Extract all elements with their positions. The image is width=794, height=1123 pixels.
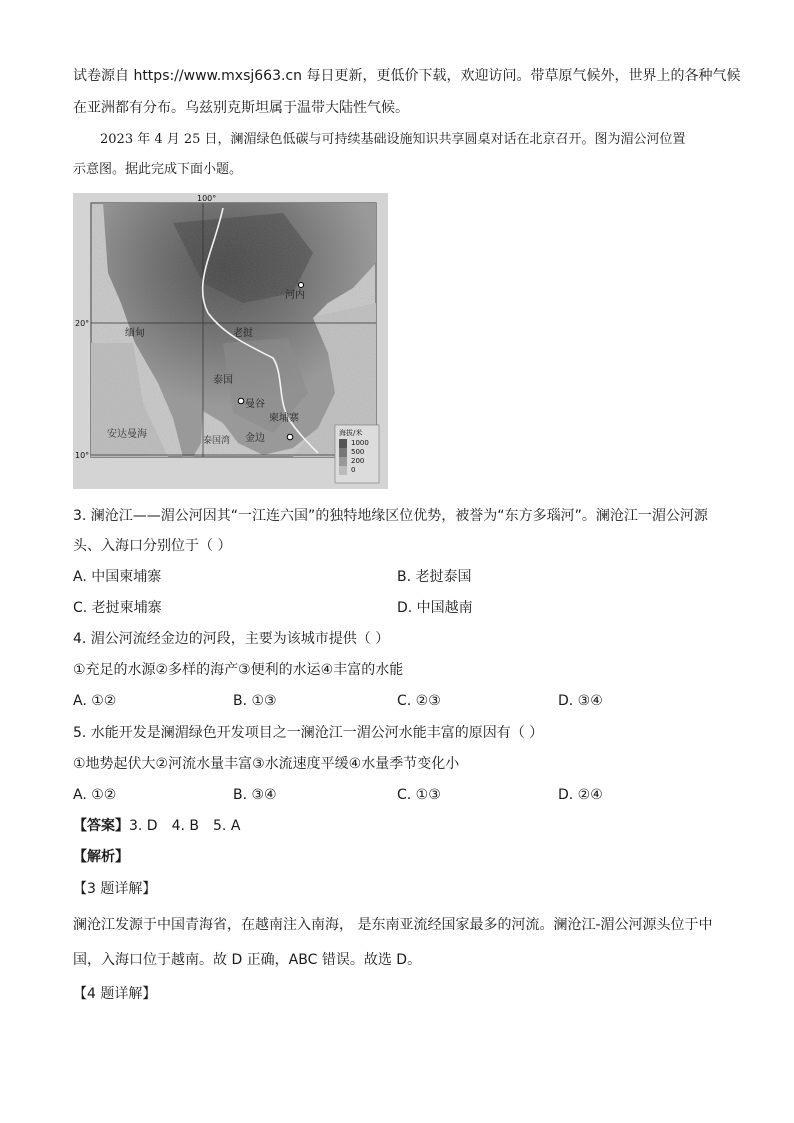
q4-option-d[interactable]: D. ③④ bbox=[558, 693, 603, 709]
elevation-legend bbox=[335, 425, 379, 483]
label-cambodia: 柬埔寨 bbox=[269, 413, 299, 424]
answer-3: 3. D bbox=[129, 818, 158, 834]
label-20: 20° bbox=[75, 319, 90, 328]
label-bangkok: 曼谷 bbox=[245, 399, 265, 410]
intro-line-2: 在亚洲都有分布。乌兹别克斯坦属于温带大陆性气候。 bbox=[73, 100, 409, 116]
answer-line bbox=[73, 816, 254, 836]
q5-items: ①地势起伏大②河流水量丰富③水流速度平缓④水量季节变化小 bbox=[73, 756, 460, 772]
label-thailand: 泰国 bbox=[213, 375, 233, 386]
label-laos: 老挝 bbox=[233, 328, 253, 339]
q3-option-d[interactable]: D. 中国越南 bbox=[397, 600, 473, 616]
label-gulf-of-thailand: 泰国湾 bbox=[203, 436, 231, 446]
q3-detail-para-2: 国，入海口位于越南。故 D 正确，ABC 错误。故选 D。 bbox=[73, 952, 422, 968]
city-bangkok-dot bbox=[238, 398, 244, 404]
legend-swatch-200 bbox=[339, 457, 347, 466]
q4-items: ①充足的水源②多样的海产③便利的水运④丰富的水能 bbox=[73, 662, 404, 678]
legend-swatch-500 bbox=[339, 448, 347, 457]
city-phnom-penh-dot bbox=[287, 434, 293, 440]
legend-200: 200 bbox=[351, 457, 365, 465]
mekong-location-map bbox=[73, 193, 388, 489]
legend-0: 0 bbox=[351, 466, 356, 474]
q3-stem-1: 3. 澜沧江——湄公河因其“一江连六国”的独特地缘区位优势，被誉为“东方多瑙河”。澜沧江一湄公河源 bbox=[73, 508, 708, 524]
legend-1000: 1000 bbox=[351, 439, 369, 447]
q5-option-a[interactable]: A. ①② bbox=[73, 787, 117, 803]
intro-line-1: 试卷源自 https://www.mxsj663.cn 每日更新，更低价下载，欢迎访问。带草原气候外，世界上的各种气候 bbox=[73, 68, 741, 84]
q5-option-d[interactable]: D. ②④ bbox=[558, 787, 603, 803]
q4-option-a[interactable]: A. ①② bbox=[73, 693, 117, 709]
answer-4: 4. B bbox=[171, 818, 200, 834]
legend-swatch-0 bbox=[339, 466, 347, 475]
passage-line-1: 2023 年 4 月 25 日，澜湄绿色低碳与可持续基础设施知识共享圆桌对话在北京召开。图为湄公河位置 bbox=[100, 132, 686, 147]
analysis-label: 【解析】 bbox=[73, 849, 129, 865]
q4-option-b[interactable]: B. ①③ bbox=[233, 693, 277, 709]
label-myanmar: 缅甸 bbox=[125, 328, 145, 339]
q4-option-c[interactable]: C. ②③ bbox=[397, 693, 441, 709]
label-hanoi: 河内 bbox=[285, 290, 305, 301]
label-10: 10° bbox=[75, 451, 90, 460]
legend-title: 海拔/米 bbox=[339, 429, 363, 437]
q5-option-b[interactable]: B. ③④ bbox=[233, 787, 277, 803]
q5-stem: 5. 水能开发是澜湄绿色开发项目之一澜沧江一湄公河水能丰富的原因有（ ） bbox=[73, 725, 544, 741]
label-andaman-sea: 安达曼海 bbox=[107, 429, 147, 440]
label-100: 100° bbox=[197, 194, 217, 203]
city-hanoi-dot bbox=[299, 283, 304, 288]
q3-stem-2: 头、入海口分别位于（ ） bbox=[73, 538, 232, 554]
q5-option-c[interactable]: C. ①③ bbox=[397, 787, 441, 803]
legend-500: 500 bbox=[351, 448, 365, 456]
passage-line-2: 示意图。据此完成下面小题。 bbox=[73, 162, 243, 177]
q3-detail-para-1: 澜沧江发源于中国青海省，在越南注入南海， 是东南亚流经国家最多的河流。澜沧江-湄公河源头位于中 bbox=[73, 917, 713, 933]
answer-label: 【答案】 bbox=[73, 818, 129, 834]
q3-option-b[interactable]: B. 老挝泰国 bbox=[397, 569, 472, 585]
label-phnom-penh: 金边 bbox=[245, 433, 265, 444]
q3-option-a[interactable]: A. 中国柬埔寨 bbox=[73, 569, 162, 585]
q3-detail-heading: 【3 题详解】 bbox=[73, 881, 157, 897]
answer-5: 5. A bbox=[213, 818, 241, 834]
q3-option-c[interactable]: C. 老挝柬埔寨 bbox=[73, 600, 162, 616]
q4-stem: 4. 湄公河流经金边的河段，主要为该城市提供（ ） bbox=[73, 631, 390, 647]
q4-detail-heading: 【4 题详解】 bbox=[73, 986, 157, 1002]
legend-swatch-1000 bbox=[339, 439, 347, 448]
